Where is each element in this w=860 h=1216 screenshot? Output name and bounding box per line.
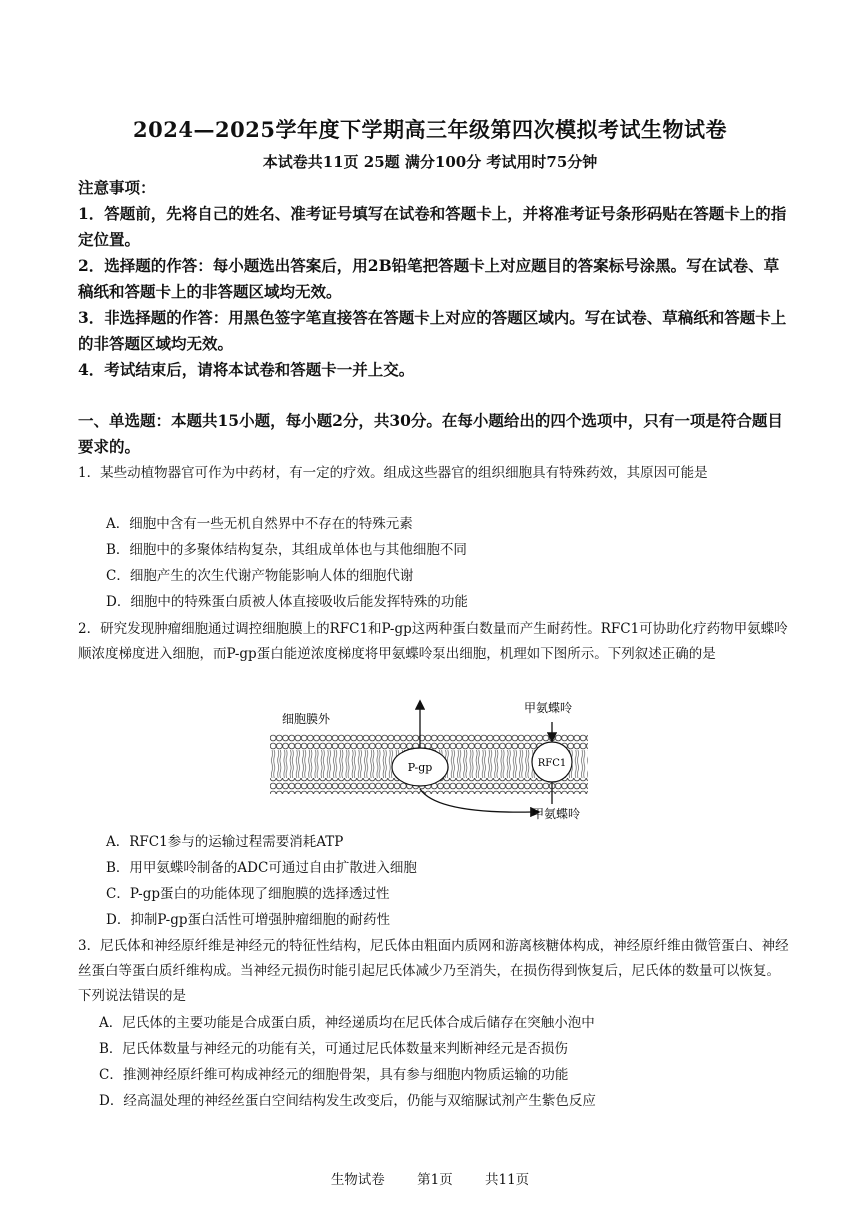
notice-item-1: 1．答题前，先将自己的姓名、准考证号填写在试卷和答题卡上，并将准考证号条形码贴在答题卡上的指定位置。 [78,204,787,249]
section-heading: 一、单选题：本题共15小题，每小题2分，共30分。在每小题给出的四个选项中，只有一项是符合题目要求的。 [78,411,783,456]
question-1-option-a: A．细胞中含有一些无机自然界中不存在的特殊元素 [106,516,413,532]
notice-item-2: 2．选择题的作答：每小题选出答案后，用2B铅笔把答题卡上对应题目的答案标号涂黑。写在试卷、草稿纸和答题卡上的非答题区域均无效。 [78,256,780,301]
question-3-option-c: C．推测神经原纤维可构成神经元的细胞骨架，具有参与细胞内物质运输的功能 [99,1067,569,1083]
notice-item-4: 4．考试结束后，请将本试卷和答题卡一并上交。 [78,360,415,379]
question-1-stem: 1．某些动植物器官可作为中药材，有一定的疗效。组成这些器官的组织细胞具有特殊药效，其原因可能是 [78,465,708,481]
page-footer [0,1168,860,1188]
question-2-option-c: C．P-gp蛋白的功能体现了细胞膜的选择透过性 [106,886,390,902]
question-2-option-a: A．RFC1参与的运输过程需要消耗ATP [106,834,344,850]
question-1-option-b: B．细胞中的多聚体结构复杂，其组成单体也与其他细胞不同 [106,542,467,558]
exam-info: 本试卷共11页 25题 满分100分 考试用时75分钟 [262,153,598,171]
question-3-option-d: D．经高温处理的神经丝蛋白空间结构发生改变后，仍能与双缩脲试剂产生紫色反应 [99,1093,596,1109]
question-1-option-d: D．细胞中的特殊蛋白质被人体直接吸收后能发挥特殊的功能 [106,594,468,610]
question-3-option-a: A．尼氏体的主要功能是合成蛋白质，神经递质均在尼氏体合成后储存在突触小泡中 [99,1015,595,1031]
footer-total-pages: 共11页 [485,1172,530,1188]
question-2-option-d: D．抑制P-gp蛋白活性可增强肿瘤细胞的耐药性 [106,912,391,928]
page-title: 2024—2025学年度下学期高三年级第四次模拟考试生物试卷 [133,117,727,142]
pgp-label: P-gp [407,761,433,774]
question-2-option-b: B．用甲氨蝶呤制备的ADC可通过自由扩散进入细胞 [106,860,417,876]
membrane-diagram [262,694,602,824]
question-3-option-b: B．尼氏体数量与神经元的功能有关，可通过尼氏体数量来判断神经元是否损伤 [99,1041,568,1057]
notice-heading: 注意事项： [78,178,156,197]
question-2-stem: 2．研究发现肿瘤细胞通过调控细胞膜上的RFC1和P-gp这两种蛋白数量而产生耐药性。RFC1可协助化疗药物甲氨蝶呤顺浓度梯度进入细胞，而P-gp蛋白能逆浓度梯度将甲氨蝶呤泵出细胞，机理如下图所示。下列叙述正确的是 [78,621,788,662]
footer-subject: 生物试卷 [330,1172,385,1188]
footer-page-number: 第1页 [417,1172,453,1188]
notice-item-3: 3．非选择题的作答：用黑色签字笔直接答在答题卡上对应的答题区域内。写在试卷、草稿纸和答题卡上的非答题区域均无效。 [78,308,787,353]
outside-label: 细胞膜外 [282,712,331,726]
question-3-stem: 3．尼氏体和神经原纤维是神经元的特征性结构，尼氏体由粗面内质网和游离核糖体构成，神经原纤维由微管蛋白、神经丝蛋白等蛋白质纤维构成。当神经元损伤时能引起尼氏体减少乃至消失，在损伤得到恢复后，尼氏体的数量可以恢复。下列说法错误的是 [78,938,789,1004]
question-1-option-c: C．细胞产生的次生代谢产物能影响人体的细胞代谢 [106,568,414,584]
drug-label-top: 甲氨蝶呤 [524,701,573,715]
drug-label-bottom: 甲氨蝶呤 [532,807,581,821]
rfc1-label: RFC1 [537,758,567,769]
